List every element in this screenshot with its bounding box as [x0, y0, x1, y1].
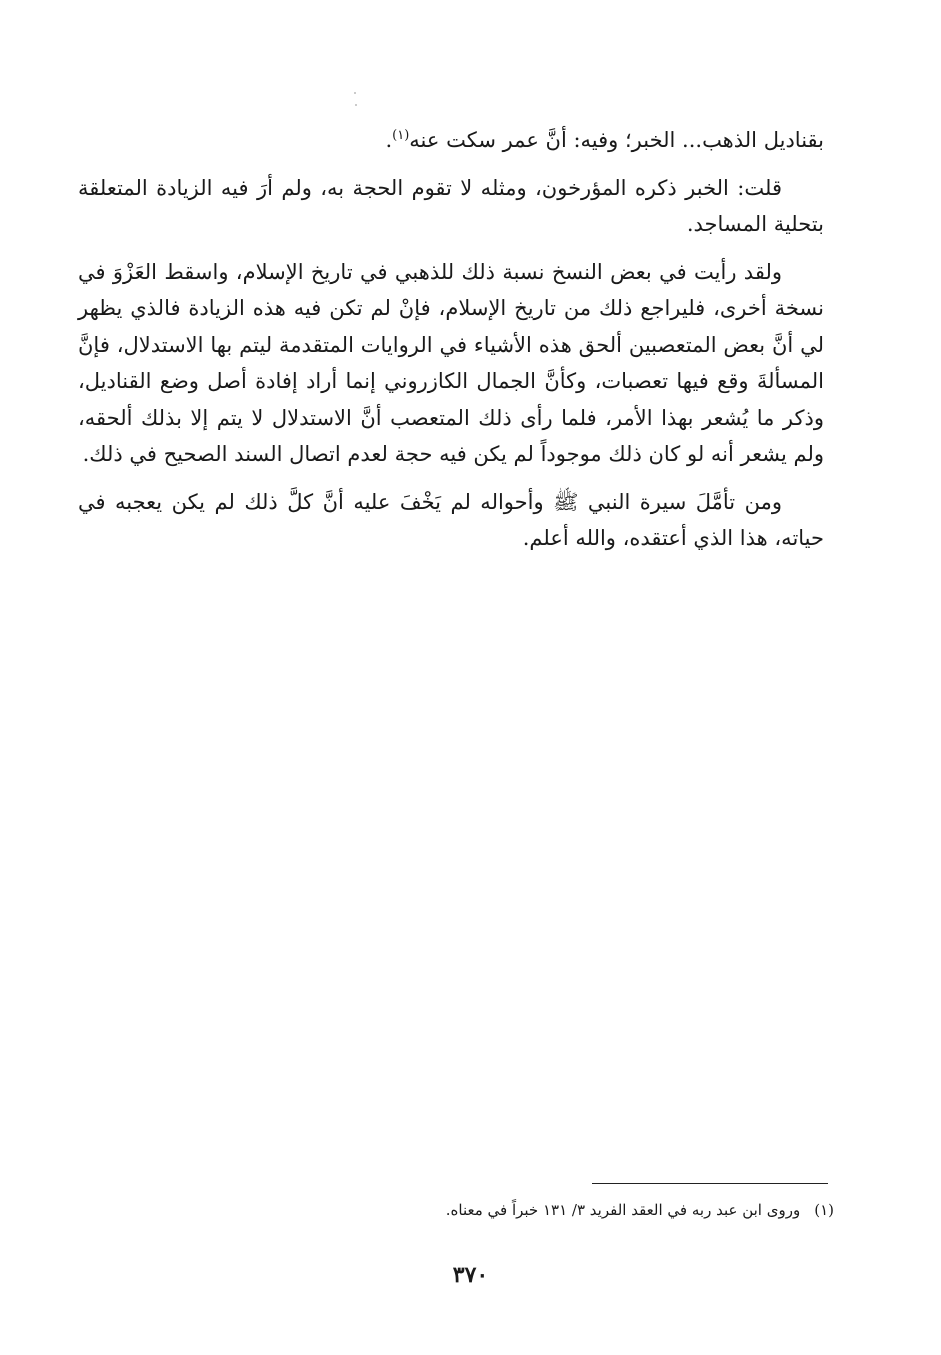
page-number: ٣٧٠ — [452, 1262, 489, 1288]
footnote-text: وروى ابن عبد ربه في العقد الفريد ٣/ ١٣١ خبراً في معناه. — [445, 1201, 801, 1219]
footnote-number: (١) — [814, 1201, 834, 1219]
paragraph-1 — [78, 122, 824, 159]
main-text — [78, 122, 824, 568]
paragraph-4: ومن تأمَّلَ سيرة النبي ﷺ وأحواله لم يَخْفَ عليه أنَّ كلَّ ذلك لم يكن يعجبه في حياته، هذا الذي أعتقده، والله أعلم. — [78, 489, 824, 550]
footnote — [300, 1197, 834, 1223]
paragraph-1-end: . — [385, 128, 393, 152]
paragraph-1-text: بقناديل الذهب... الخبر؛ وفيه: أنَّ عمر سكت عنه — [409, 128, 824, 152]
scan-speck — [355, 104, 357, 106]
paragraph-3: ولقد رأيت في بعض النسخ نسبة ذلك للذهبي في تاريخ الإسلام، واسقط العَزْوَ في نسخة أخرى، فليراجع ذلك من تاريخ الإسلام، فإنْ لم تكن فيه هذه الزيادة فالذي يظهر لي أنَّ بعض المتعصبين ألحق هذه الأشياء في الروايات المتقدمة ليتم بها الاستدلال، فإنَّ المسألةَ وقع فيها تعصبات، وكأنَّ الجمال الكازروني إنما أراد إفادة أصل وضع القناديل، وذكر ما يُشعر بهذا الأمر، فلما رأى ذلك المتعصب أنَّ الاستدلال لا يتم إلا بذلك ألحقه، ولم يشعر أنه لو كان ذلك موجوداً لم يكن فيه حجة لعدم اتصال السند الصحيح في ذلك. — [78, 259, 824, 466]
footnote-reference: (١) — [392, 128, 410, 143]
scan-speck — [354, 92, 356, 94]
paragraph-2: قلت: الخبر ذكره المؤرخون، ومثله لا تقوم الحجة به، ولم أرَ فيه الزيادة المتعلقة بتحلية المساجد. — [78, 175, 824, 236]
footnote-separator — [592, 1183, 828, 1184]
